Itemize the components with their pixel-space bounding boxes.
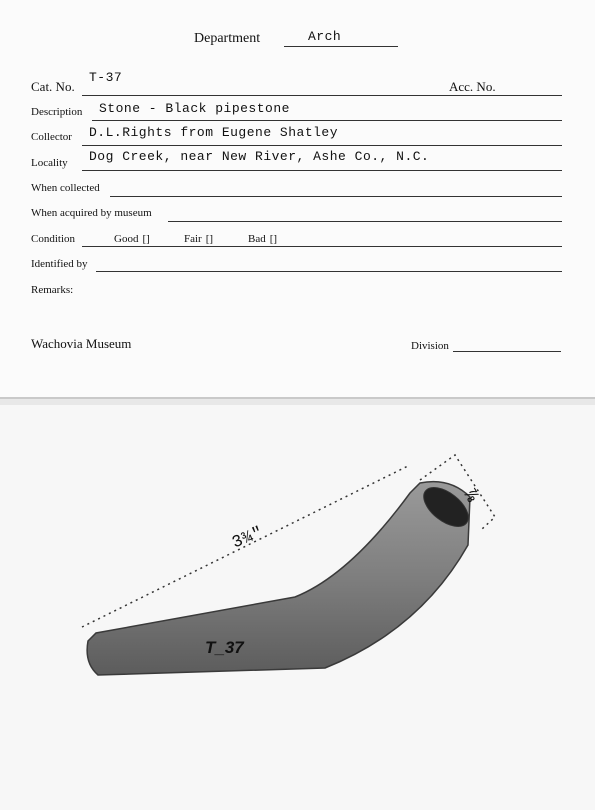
rule-condition [82, 246, 562, 247]
rule-locality [82, 170, 562, 171]
condition-bad-checkbox: [] [269, 233, 278, 245]
remarks-label: Remarks: [31, 284, 74, 296]
collector-label: Collector [31, 131, 72, 143]
artifact-sketch-card [0, 405, 595, 810]
rule-collector [82, 145, 562, 146]
specimen-label: T_37 [205, 638, 244, 657]
locality-value: Dog Creek, near New River, Ashe Co., N.C. [89, 149, 430, 164]
description-value: Stone - Black pipestone [99, 101, 290, 116]
description-label: Description [31, 106, 83, 118]
rule-cat [82, 95, 562, 96]
rule-when-collected [110, 196, 562, 197]
museum-name: Wachovia Museum [31, 336, 132, 351]
condition-bad-label: Bad [248, 233, 266, 245]
when-collected-label: When collected [31, 182, 100, 194]
rule-division [453, 351, 561, 352]
cat-no-value: T-37 [89, 70, 123, 85]
pipe-drawing [0, 405, 595, 810]
length-annotation: 3¾" [229, 523, 267, 554]
department-underline [284, 46, 398, 47]
when-acquired-label: When acquired by museum [31, 207, 152, 219]
rule-identified-by [96, 271, 562, 272]
condition-good [114, 233, 150, 245]
locality-label: Locality [31, 157, 68, 169]
department-label: Department [194, 31, 261, 46]
identified-by-label: Identified by [31, 258, 88, 270]
department-value: Arch [308, 29, 342, 44]
acc-no-label: Acc. No. [449, 79, 496, 94]
rule-when-acquired [168, 221, 562, 222]
collector-value: D.L.Rights from Eugene Shatley [89, 125, 339, 140]
condition-label: Condition [31, 233, 76, 245]
pipe-shape [87, 482, 470, 675]
condition-fair-label: Fair [184, 233, 202, 245]
condition-good-checkbox: [] [142, 233, 150, 245]
condition-bad [248, 233, 277, 245]
catalog-card [0, 0, 595, 399]
width-annotation: ⅞ [458, 485, 484, 507]
condition-fair-checkbox: [] [205, 233, 214, 245]
division-label: Division [411, 340, 449, 352]
cat-no-label: Cat. No. [31, 79, 75, 94]
condition-good-label: Good [114, 233, 139, 245]
rule-description [92, 120, 562, 121]
condition-fair [184, 233, 213, 245]
